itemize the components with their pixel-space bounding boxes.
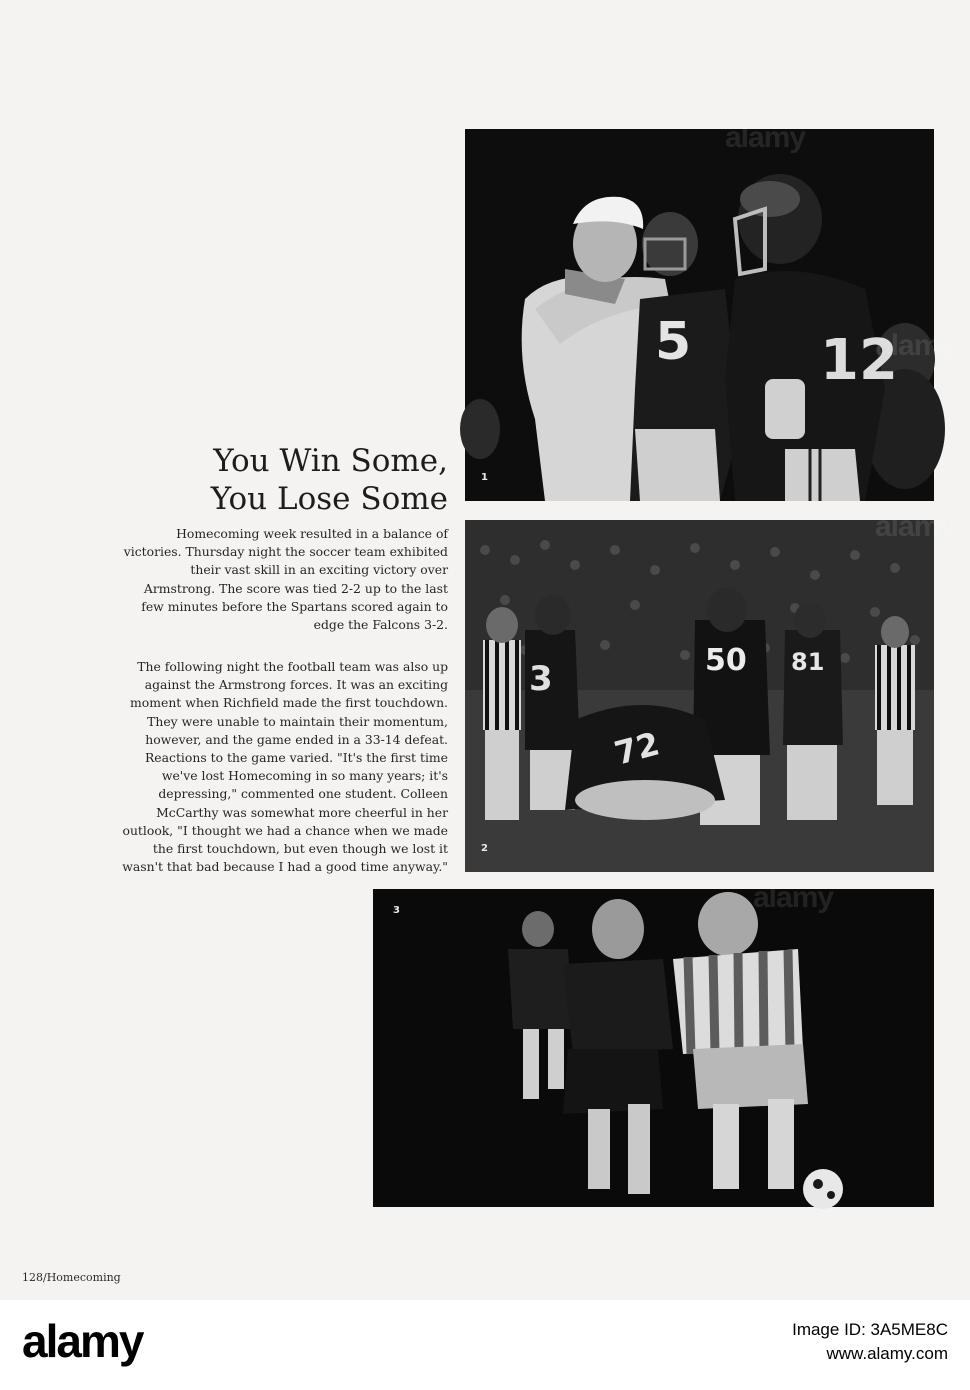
article-headline [211,442,448,518]
paragraph2-line: McCarthy was somewhat more cheerful in her [156,804,448,820]
jersey-number-72: 72 [610,724,664,773]
paragraph2-line: we've lost Homecoming in so many years; it's [161,768,448,784]
headline-line-2: You Lose Some [210,481,448,517]
paragraph2-line: however, and the game ended in a 33-14 defeat. [145,731,448,747]
photo-3-number: 3 [393,905,400,916]
paragraph1-line: Homecoming week resulted in a balance of [176,526,448,541]
paragraph1-line: edge the Falcons 3-2. [313,617,448,633]
footer-meta [792,1318,948,1366]
paragraph2-line: moment when Richfield made the first touchdown. [130,695,448,711]
jersey-number-12: 12 [820,328,898,393]
paragraph2-line: The following night the football team was also up [137,659,448,674]
jersey-number-81: 81 [791,648,825,676]
article-paragraph-1 [70,525,448,634]
paragraph2-line: They were unable to maintain their momentum, [147,713,448,729]
photo-2-football-game [465,520,934,872]
paragraph2-line: outlook, "I thought we had a chance when we made [122,822,448,838]
article-paragraph-2 [70,658,448,876]
photo-1-number: 1 [481,472,488,483]
photo-2-number: 2 [481,843,488,854]
paragraph2-line: depressing," commented one student. Colleen [158,786,448,802]
photo-1-coach-and-players [465,129,934,501]
paragraph1-line: victories. Thursday night the soccer team exhibited [123,544,448,560]
paragraph2-line: wasn't that bad because I had a good time anyway." [122,859,448,875]
photo-3-soccer-game [373,889,934,1207]
headline-line-1: You Win Some, [213,443,448,479]
paragraph1-line: their vast skill in an exciting victory over [190,562,448,578]
paragraph2-line: Reactions to the game varied. "It's the first time [144,750,448,766]
site-url[interactable]: www.alamy.com [826,1344,948,1363]
page-folio: 128/Homecoming [22,1271,121,1284]
paragraph2-line: against the Armstrong forces. It was an exciting [144,677,448,693]
photo-1-image [465,129,934,501]
jersey-number-3: 3 [529,659,553,699]
jersey-number-50: 50 [705,643,747,678]
photo-3-image [373,889,934,1207]
paragraph1-line: few minutes before the Spartans scored again to [141,598,448,614]
photo-2-image [465,520,934,872]
jersey-number-5: 5 [655,312,692,372]
paragraph1-line: Armstrong. The score was tied 2-2 up to the last [143,580,448,596]
paragraph2-line: the first touchdown, but even though we lost it [152,841,448,857]
alamy-logo: alamy [22,1315,143,1367]
image-id: Image ID: 3A5ME8C [792,1320,948,1339]
